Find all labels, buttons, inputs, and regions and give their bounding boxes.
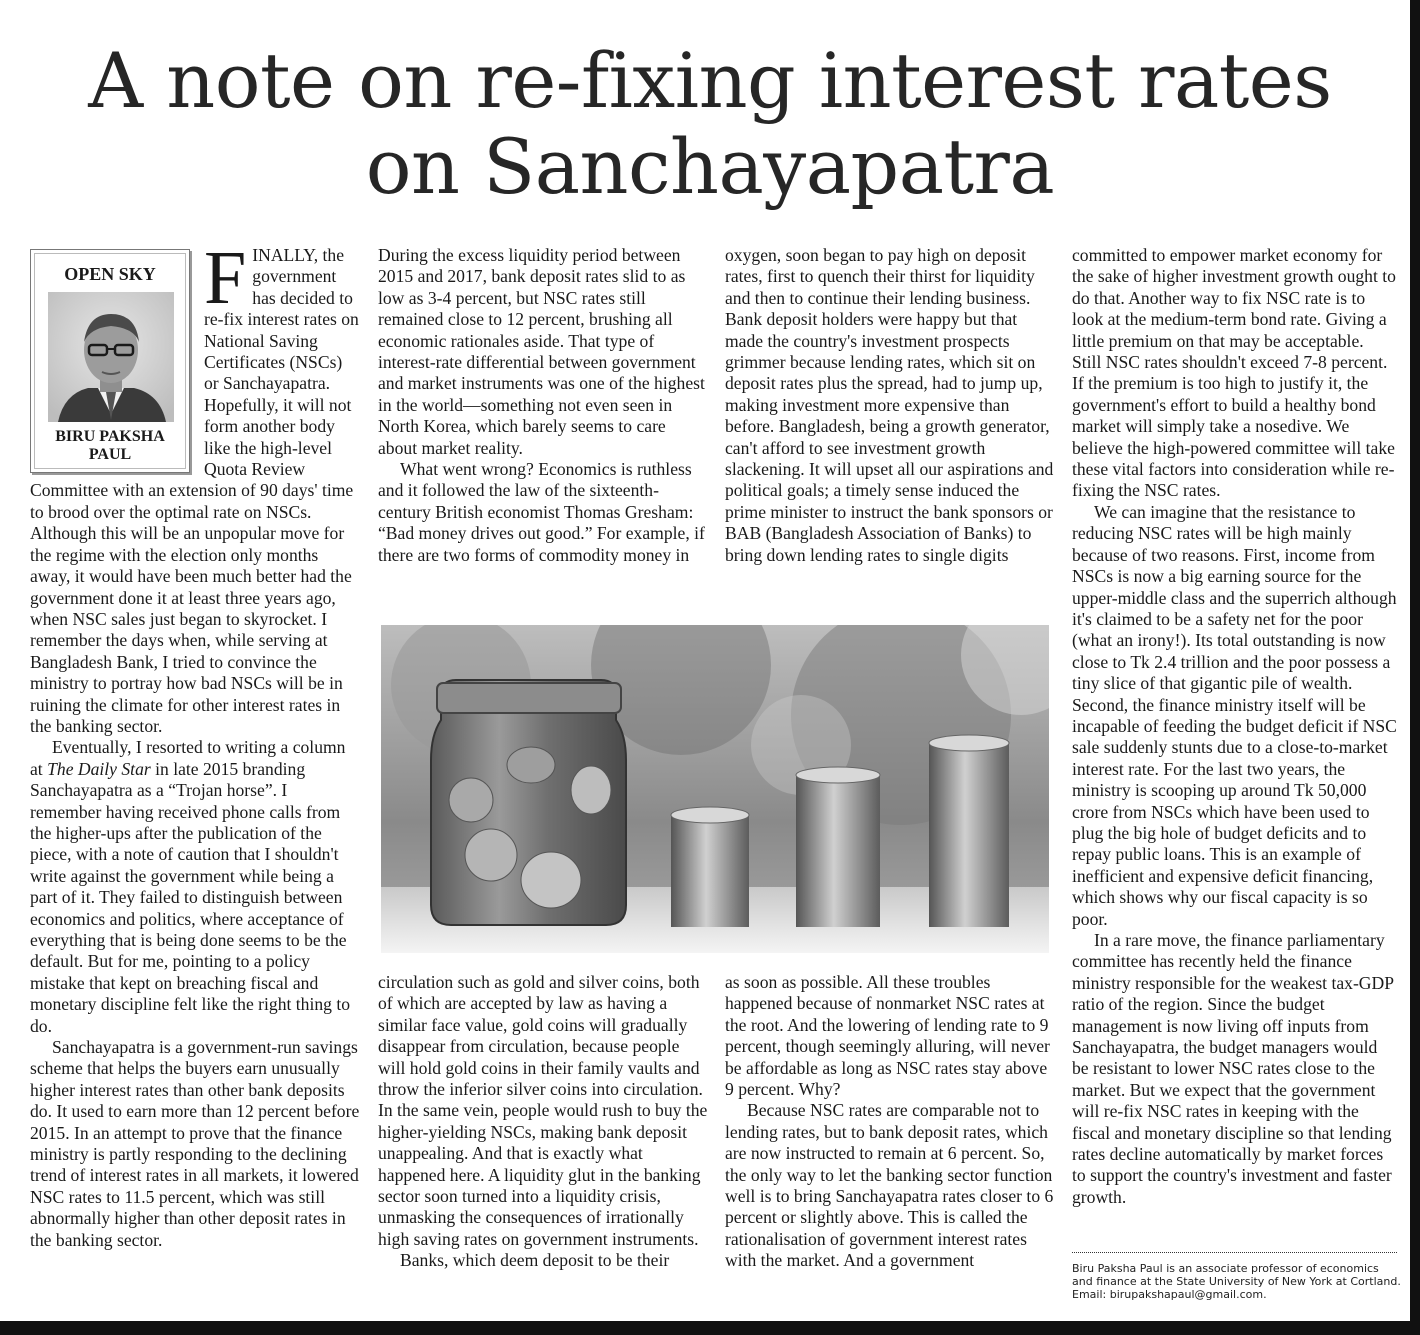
paragraph-9: In a rare move, the finance parliamentary committee has recently held the finance ministry responsible for the weakest tax-GDP ratio of the region. Since the budget management is now living off inputs from Sanchayapatra, the budget managers would be resistant to lower NSC rates close to the market. But we expect that the government will re-fix NSC rates in keeping with the fiscal and monetary discipline so that lending rates decline automatically by market forces to support the country's investment and faster growth.: [1072, 930, 1394, 1207]
author-box: [30, 249, 190, 473]
column-3-top: [725, 245, 1055, 566]
column-1: [30, 236, 360, 1251]
paragraph-6-bottom: as soon as possible. All these troubles happened because of nonmarket NSC rates at the root. And the lowering of lending rate to 9 percent, though seemingly alluring, will never be affordable as long as NSC rates stay above 9 percent. Why?: [725, 972, 1050, 1100]
paragraph-2-text-b: in late 2015 branding Sanchayapatra as a “Trojan horse”. I remember having received phone calls from the higher-ups after the publication of the piece, with a note of caution that I shouldn't write against the government while being a part of it. They failed to distinguish between economics and politics, where acceptance of everything that is being done seems to be the default. But for me, pointing to a policy mistake that kept on breaching fiscal and monetary discipline felt like the right thing to do.: [30, 758, 351, 1036]
coin-stack-2: [796, 767, 880, 927]
coin-stack-1: [671, 807, 749, 927]
author-bio-text: Biru Paksha Paul is an associate professor of economics and finance at the State University of New York at Cortland.: [1072, 1262, 1401, 1288]
drop-cap: F: [204, 236, 247, 320]
headline-line-1: A note on re-fixing interest rates: [88, 36, 1332, 125]
coins-photo: [381, 625, 1049, 953]
newspaper-name: The Daily Star: [47, 758, 151, 779]
paragraph-7-start: Because NSC rates are comparable not to lending rates, but to bank deposit rates, which are now instructed to remain at 6 percent. So, the only way to let the banking sector function well is to bring Sanchayapatra rates closer to 6 percent or slightly above. This is called the rationalisation of government interest rates with the market. And a government: [725, 1100, 1054, 1271]
author-name: [31, 428, 189, 464]
paragraph-3: Sanchayapatra is a government-run savings scheme that helps the buyers earn unusually higher interest rates than other bank deposits do. It used to earn more than 12 percent before 2015. In an attempt to prove that the finance ministry is partly responding to the declining trend of interest rates in all markets, it lowered NSC rates to 11.5 percent, which was still abnormally higher than other deposit rates in the banking sector.: [30, 1037, 360, 1250]
column-tag: OPEN SKY: [64, 264, 156, 284]
column-2-bottom: [378, 972, 708, 1272]
paragraph-4: During the excess liquidity period between 2015 and 2017, bank deposit rates slid to as low as 3-4 percent, but NSC rates still remained close to 12 percent, brushing all economic rationales aside. That type of interest-rate differential between government and market instruments was one of the highest in the world—something not even seen in North Korea, which barely seems to care about market reality.: [378, 245, 705, 458]
column-3-bottom: [725, 972, 1055, 1272]
coin-stack-3: [929, 735, 1009, 927]
paragraph-2-text-a: Eventually, I resorted to writing a column at: [30, 737, 346, 779]
paragraph-2: [30, 737, 360, 1037]
coins-photo-drawing: [381, 625, 1049, 953]
paragraph-5-top: What went wrong? Economics is ruthless and it followed the law of the sixteenth-century British economist Thomas Gresham: “Bad money drives out good.” For example, if there are two forms of commodity money in: [378, 459, 705, 565]
paragraph-7-end: committed to empower market economy for the sake of higher investment growth ought to do that. Another way to fix NSC rate is to look at the medium-term bond rate. Giving a little premium on that may be acceptable. Still NSC rates shouldn't exceed 7-8 percent. If the premium is too high to justify it, the government's effort to build a healthy bond market will simply take a nosedive. We believe the high-powered committee will take these vital factors into consideration while re-fixing the NSC rates.: [1072, 245, 1396, 501]
author-name-line-1: BIRU PAKSHA: [55, 428, 165, 445]
author-bio: [1072, 1262, 1402, 1301]
headline: [0, 38, 1420, 210]
column-2-top: [378, 245, 708, 566]
column-4: [1072, 245, 1397, 1208]
headline-line-2: on Sanchayapatra: [365, 122, 1055, 211]
author-portrait-drawing: [48, 292, 174, 422]
paragraph-1-text: INALLY, the government has decided to re-fix interest rates on National Saving Certificates (NSCs) or Sanchayapatra. Hopefully, it will not form another body like the high-level Quota Review Committee with an extension of 90 days' time to brood over the optimal rate on NSCs. Although this will be an unpopular move for the regime with the election only months away, it would have been much better had the government done it at least three years ago, when NSC sales just began to skyrocket. I remember the days when, while serving at Bangladesh Bank, I tried to convince the ministry to portray how bad NSCs will be in ruining the climate for other interest rates in the banking sector.: [30, 245, 359, 736]
paragraph-6-start: Banks, which deem deposit to be their: [400, 1250, 670, 1271]
paragraph-8: We can imagine that the resistance to reducing NSC rates will be high mainly because of two reasons. First, income from NSCs is now a big earning source for the upper-middle class and the superrich although it's claimed to be a safety net for the poor (what an irony!). Its total outstanding is now close to Tk 2.4 trillion and the poor possess a tiny slice of that gigantic pile of wealth. Second, the finance ministry itself will be incapable of feeding the budget deficit if NSC sale suddenly stunts due to a close-to-market interest rate. For the last two years, the ministry is scooping up around Tk 50,000 crore from NSCs which have been used to plug the big hole of budget deficits and to repay public loans. This is an example of inefficient and expensive deficit financing, which shows why our fiscal capacity is so poor.: [1072, 501, 1397, 929]
paragraph-6-top: oxygen, soon began to pay high on deposit rates, first to quench their thirst for liquidity and then to continue their lending business. Bank deposit holders were happy but that made the country's investment prospects grimmer because lending rates, which sit on deposit rates plus the spread, had to jump up, making investment more expensive than before. Bangladesh, being a growth generator, can't afford to see investment growth slackening. It will upset all our aspirations and political goals; a timely sense induced the prime minister to instruct the bank sponsors or BAB (Bangladesh Association of Banks) to bring down lending rates to single digits: [725, 245, 1054, 565]
author-email: Email: birupakshapaul@gmail.com.: [1072, 1288, 1267, 1301]
paragraph-5-bottom: circulation such as gold and silver coins, both of which are accepted by law as having a similar face value, gold coins will gradually disappear from circulation, because people will hold gold coins in their family vaults and throw the inferior silver coins into circulation. In the same vein, people would rush to buy the higher-yielding NSCs, making bank deposit unappealing. And that is exactly what happened here. A liquidity glut in the banking sector soon turned into a liquidity crisis, unmasking the consequences of irrationally high saving rates on government instruments.: [378, 972, 708, 1249]
page-edge-bottom: [0, 1321, 1420, 1335]
author-name-line-2: PAUL: [88, 446, 132, 463]
author-portrait: [48, 292, 174, 422]
bio-divider: [1072, 1252, 1397, 1253]
